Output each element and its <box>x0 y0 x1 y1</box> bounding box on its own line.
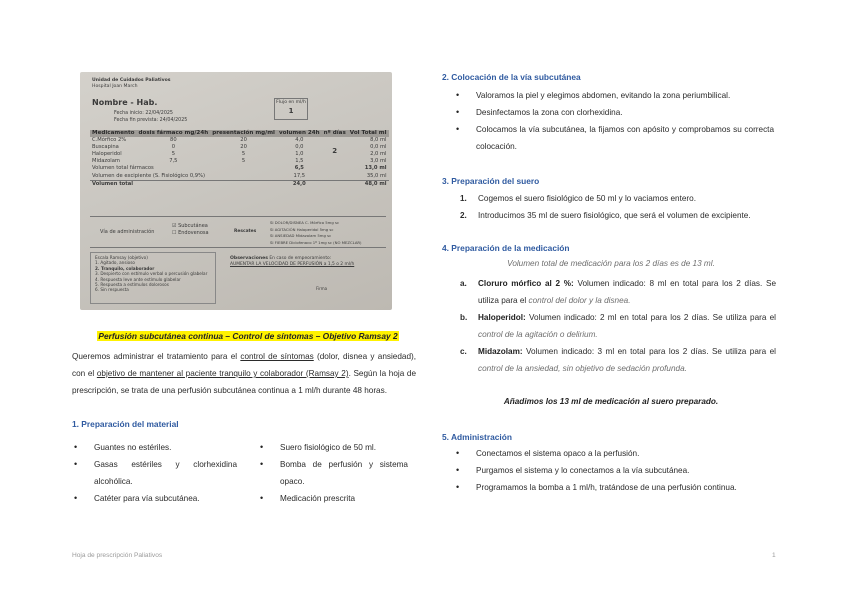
photo-firma: Firma <box>316 286 328 291</box>
list-item: • Colocamos la vía subcutánea, la fijamos con apósito y comprobamos su correcta colocación. <box>454 121 774 155</box>
list-item: • Suero fisiológico de 50 ml. <box>258 439 408 456</box>
photo-dates: Fecha inicio: 22/04/2025 Fecha fin prevista: 24/04/2025 <box>114 111 188 123</box>
photo-medication-table: Medicamento dosis fármaco mg/24h presentación mg/ml volumen 24h nº días Vol Total ml C.Mórfico 2% 80 20 4,0 2 8,0 ml Buscapina 0 20 0,0 0,0 ml Haloperidol 5 5 1,0 2,0 ml Midazolam 7,5 5 1,5 3,0 ml Volumen total fármacos 6,5 13,0 ml Volumen de excipiente (S. Fisiológico 0,9%) 17,5 35,0 ml Volumen total 24,0 48,0 ml <box>92 130 387 187</box>
list-item: • Medicación prescrita <box>258 490 408 507</box>
document-title: Perfusión subcutánea continua – Control de síntomas – Objetivo Ramsay 2 <box>98 331 398 341</box>
material-list-col2 <box>258 439 408 507</box>
photo-flujo-box: Flujo en ml/h 1 <box>274 98 308 120</box>
list-item: • Desinfectamos la zona con clorhexidina. <box>454 104 774 121</box>
list-item: • Programamos la bomba a 1 ml/h, tratándose de una perfusión continua. <box>454 479 774 496</box>
photo-unit-header: Unidad de Cuidados Paliativos Hospital Joan March <box>92 78 171 89</box>
list-item: c. Midazolam: Volumen indicado: 3 ml en total para los 2 días. Se utiliza para el control de la ansiedad, sin objetivo de sedación profunda. <box>460 347 776 373</box>
via-endovenosa-checkbox: ☐ Endovenosa <box>172 230 209 236</box>
section-5-heading: 5. Administración <box>442 432 512 442</box>
table-row: C.Mórfico 2% 80 20 4,0 2 8,0 ml <box>92 137 387 155</box>
list-item: a. Cloruro mórfico al 2 %: Volumen indicado: 8 ml en total para los 2 días. Se utiliza para el control del dolor y la disnea. <box>460 279 776 305</box>
add-medication-note: Añadimos los 13 ml de medicación al suero preparado. <box>503 397 719 406</box>
page-footer: Hoja de prescripción Paliativos <box>72 552 163 559</box>
list-item: b. Haloperidol: Volumen indicado: 2 ml en total para los 2 días. Se utiliza para el control de la agitación o delirium. <box>460 313 776 339</box>
prescription-photo <box>80 72 392 310</box>
list-item: • Purgamos el sistema y lo conectamos a la vía subcutánea. <box>454 462 774 479</box>
list-item: 2. Introducimos 35 ml de suero fisiológico, que será el volumen de excipiente. <box>460 211 751 220</box>
table-row: Haloperidol 5 5 1,0 2,0 ml <box>92 151 387 158</box>
photo-ramsay-box: Escala Ramsay (objetivo) 1. Agitado, ansioso 2. Tranquilo, colaborador 3. Despierto con estímulo verbal o percusión glabelar 4. Respuesta leve ante estímulo glabelar 5. Respuesta a estímulos dolorosos 6. Sin respuesta <box>90 252 216 304</box>
medication-list <box>460 275 776 377</box>
material-list-col1 <box>72 439 237 507</box>
photo-via-section: Vía de administración ☑ Subcutánea ☐ Endovenosa Rescates SI DOLOR/DISNEA C. Mórfico 5mg sc SI AGITACIÓN Haloperidol 5mg sc SI ANSIEDAD Midazolam 5mg sc SI FIEBRE Diclofenaco 1º 1mg sc (NO MEZCLAR) <box>90 216 386 248</box>
table-row: Midazolam 7,5 5 1,5 3,0 ml <box>92 158 387 165</box>
section-3-heading: 3. Preparación del suero <box>442 176 540 186</box>
page-number: 1 <box>772 552 776 559</box>
list-item: • Bomba de perfusión y sistema opaco. <box>258 456 408 490</box>
section-2-heading: 2. Colocación de la vía subcutánea <box>442 72 581 82</box>
via-subcutanea-list <box>454 87 774 155</box>
via-subcutanea-checkbox: ☑ Subcutánea <box>172 223 208 229</box>
suero-steps-list <box>460 190 776 224</box>
table-row: Buscapina 0 20 0,0 0,0 ml <box>92 144 387 151</box>
medication-total-note: Volumen total de medicación para los 2 días es de 13 ml. <box>507 259 715 268</box>
intro-paragraph: Queremos administrar el tratamiento para el control de síntomas (dolor, disnea y ansiedad), con el objetivo de mantener al paciente tranquilo y colaborador (Ramsay 2). Según la hoja de prescripción, se trata de una perfusión subcutánea continua a 1 ml/h durante 48 horas. <box>72 352 416 395</box>
section-4-heading: 4. Preparación de la medicación <box>442 243 570 253</box>
table-row: Volumen total fármacos 6,5 13,0 ml <box>92 165 387 172</box>
list-item: • Conectamos el sistema opaco a la perfusión. <box>454 445 774 462</box>
list-item: • Gasas estériles y clorhexidina alcohólica. <box>72 456 237 490</box>
table-row: Volumen total 24,0 48,0 ml <box>92 180 387 187</box>
section-1-heading: 1. Preparación del material <box>72 419 179 429</box>
photo-observaciones: Observaciones En caso de empeoramiento: AUMENTAR LA VELOCIDAD DE PERFUSIÓN a 1,5 o 2 ml/h <box>230 256 355 267</box>
administracion-list <box>454 445 774 496</box>
list-item: • Catéter para vía subcutánea. <box>72 490 237 507</box>
list-item: 1. Cogemos el suero fisiológico de 50 ml y lo vaciamos entero. <box>460 194 696 203</box>
table-row: Volumen de excipiente (S. Fisiológico 0,9%) 17,5 35,0 ml <box>92 172 387 179</box>
photo-nombre: Nombre - Hab. <box>92 98 158 107</box>
list-item: • Guantes no estériles. <box>72 439 237 456</box>
list-item: • Valoramos la piel y elegimos abdomen, evitando la zona periumbilical. <box>454 87 774 104</box>
